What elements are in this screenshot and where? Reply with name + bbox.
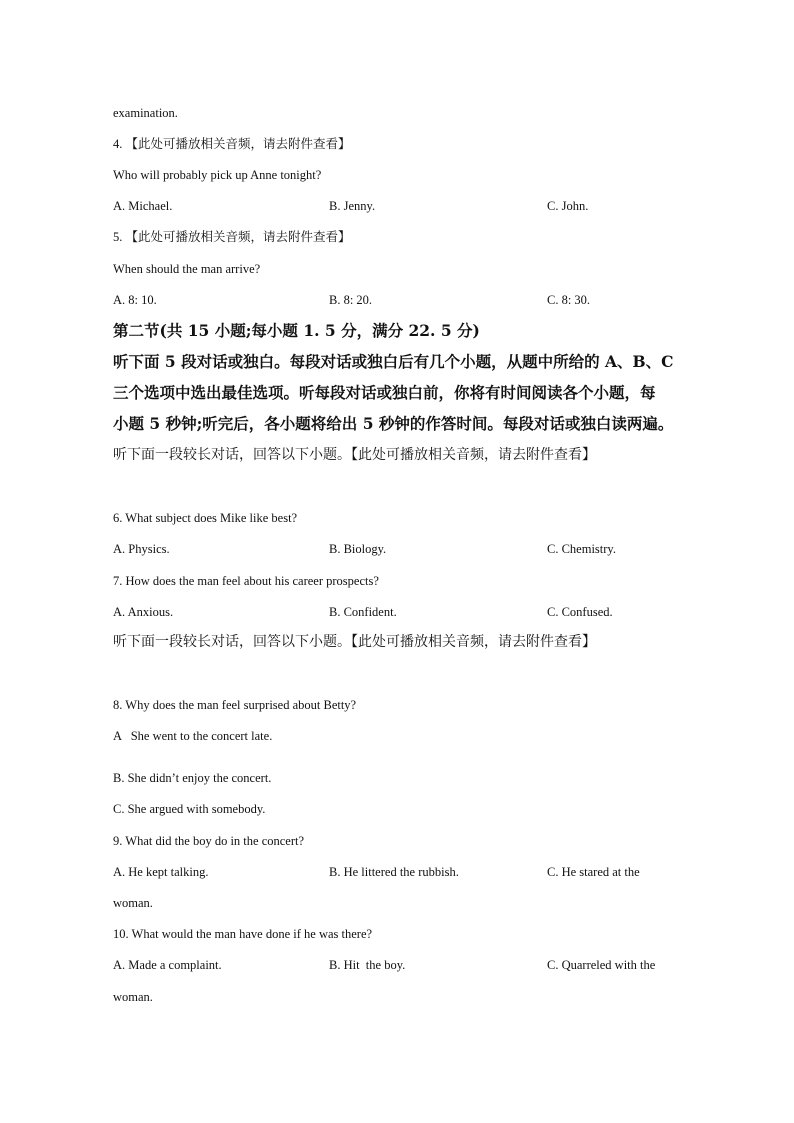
option-q10-a: A. Made a complaint. [113, 958, 222, 972]
option-q9-c: C. He stared at the [547, 865, 640, 879]
question-q10: 10. What would the man have done if he was there? [113, 927, 373, 941]
option-q8-c: C. She argued with somebody. [113, 802, 266, 816]
option-q4-a: A. Michael. [113, 199, 173, 213]
question-q5: When should the man arrive? [113, 262, 261, 276]
previous-text-fragment: examination. [113, 106, 178, 120]
option-q6-a: A. Physics. [113, 542, 170, 556]
option-q5-c: C. 8: 30. [547, 293, 591, 307]
section-instructions-line-1: 听下面 5 段对话或独白。每段对话或独白后有几个小题，从题中所给的 A、B、C [113, 352, 674, 371]
option-q6-c: C. Chemistry. [547, 542, 616, 556]
option-q10-b: B. Hit the boy. [329, 958, 406, 972]
option-q6-b: B. Biology. [329, 542, 387, 556]
option-q9-b: B. He littered the rubbish. [329, 865, 459, 879]
option-q7-c: C. Confused. [547, 605, 613, 619]
section-instructions-line-2: 三个选项中选出最佳选项。听每段对话或独白前，你将有时间阅读各个小题，每 [113, 383, 656, 402]
option-q9-a: A. He kept talking. [113, 865, 209, 879]
audio-placeholder-q5: 5. 【此处可播放相关音频，请去附件查看】 [113, 230, 351, 244]
option-q9-c-continuation: woman. [113, 896, 153, 910]
question-q7: 7. How does the man feel about his career prospects? [113, 574, 379, 588]
option-q4-c: C. John. [547, 199, 589, 213]
option-q7-b: B. Confident. [329, 605, 397, 619]
question-q4: Who will probably pick up Anne tonight? [113, 168, 322, 182]
dialogue-prompt-2: 听下面一段较长对话，回答以下小题。【此处可播放相关音频，请去附件查看】 [113, 634, 596, 650]
option-q10-c: C. Quarreled with the [547, 958, 656, 972]
option-q10-c-continuation: woman. [113, 990, 153, 1004]
dialogue-prompt-1: 听下面一段较长对话，回答以下小题。【此处可播放相关音频，请去附件查看】 [113, 447, 596, 463]
option-q5-b: B. 8: 20. [329, 293, 373, 307]
question-q6: 6. What subject does Mike like best? [113, 511, 298, 525]
question-q9: 9. What did the boy do in the concert? [113, 834, 305, 848]
audio-placeholder-q4: 4. 【此处可播放相关音频，请去附件查看】 [113, 137, 351, 151]
option-q7-a: A. Anxious. [113, 605, 174, 619]
section-heading: 第二节(共 15 小题;每小题 1. 5 分，满分 22. 5 分) [113, 321, 480, 340]
option-q8-b: B. She didn’t enjoy the concert. [113, 771, 272, 785]
option-q4-b: B. Jenny. [329, 199, 376, 213]
section-instructions-line-3: 小题 5 秒钟;听完后，各小题将给出 5 秒钟的作答时间。每段对话或独白读两遍。 [113, 414, 674, 433]
option-q5-a: A. 8: 10. [113, 293, 157, 307]
option-q8-a: A She went to the concert late. [113, 729, 273, 743]
question-q8: 8. Why does the man feel surprised about Betty? [113, 698, 357, 712]
